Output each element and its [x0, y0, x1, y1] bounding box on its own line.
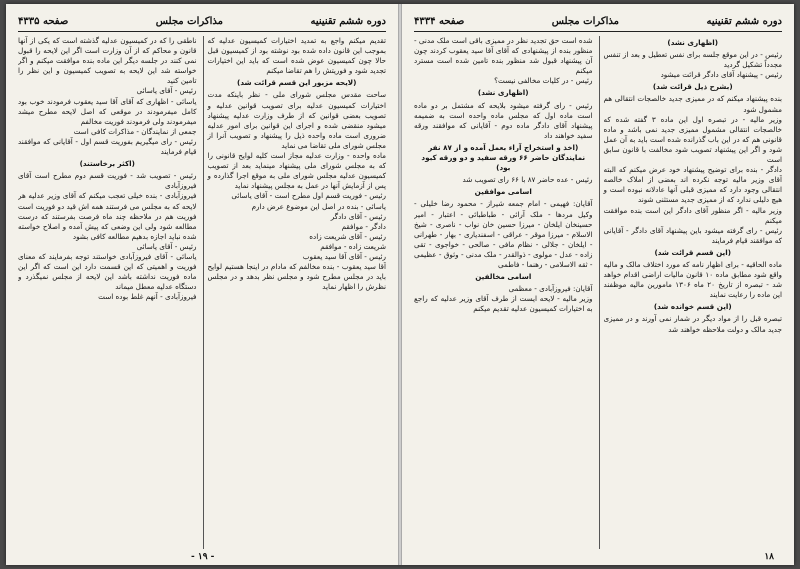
session-label: دوره ششم تقنینیه: [706, 15, 782, 27]
text-column: [18, 36, 197, 549]
centered-note: (این قسم خوانده شد): [653, 302, 732, 312]
text-column: [203, 36, 387, 549]
paragraph: رئیس - آقای شریعت زاده: [309, 231, 386, 241]
paragraph: یاسائی - بنده در اصل این موضوع عرض دارم: [251, 201, 386, 211]
paragraph: جمعی از نمایندگان - مذاکرات کافی است: [73, 126, 197, 136]
centered-note: اسامی موافقین: [474, 187, 532, 197]
paragraph: دادگر - موافقم: [341, 221, 386, 231]
centered-note: (این قسم قرائت شد): [654, 247, 732, 257]
paragraph: یاسائی - آقای فیروزآبادی خواستند توجه بفرمایند که معنای فوریت و اهمیتی که این قسمت دارد این است که اگر این ماده فوریت نداشته باشد این لایحه از مجلس نمیگذرد و دستگاه عدلیه معطل میماند: [18, 251, 197, 292]
centered-note: (اخذ و استخراج آراء بعمل آمده و از ۸۷ نفر نمایندگان حاضر ۶۶ ورقه سفید و دو ورقه کبود بود): [421, 142, 586, 173]
text-columns: [414, 36, 782, 549]
paragraph: دادگر - بنده برای توضیح پیشنهاد خود عرض میکنم که البته آقای وزیر مالیه توجه نکرده اند بعضی از املاک خالصه انتقالی وجود دارد که ممیزی قبلی آنها عادلانه نبوده است و هیچ دلیلی ندارد که از ممیزی جدید مستثنی شوند: [603, 165, 782, 205]
centered-note: (اظهاری نشد): [477, 88, 529, 98]
paragraph: آقایان: فهیمی - امام جمعه شیراز - محمود رضا خلیلی - وکیل مردها - ملک آرائی - طباطبائی - اعتبار - امیر حسینخان ایلخان - میرزا حسین خان نواب - ناصری - شیخ الاسلام - میرزا موقر - عراقی - اسفندیاری - بهار - طهرانی - ایلخان - جلالی - نظام مافی - صالحی - خواجوی - تقی زاده - عدل - مولوی - ذوالقدر - ملک مدنی - وثوق - عظیمی - ثقه الاسلامی - رهنما - فاطمی: [414, 199, 593, 269]
paragraph: وزیر مالیه - اگر منظور آقای دادگر این است بنده موافقت میکنم: [603, 205, 782, 225]
paragraph: رئیس - رای گرفته میشود بلایحه که مشتمل بر دو ماده است ماده اول که مجلس ماده واحده است به ضمیمه پیشنهاد آقای دادگر ماده دوم - آقایانی که موافقند ورقه سفید خواهند داد: [414, 100, 593, 140]
text-column: [599, 36, 783, 549]
left-page: [6, 4, 399, 565]
paragraph: آقا سید یعقوب - بنده مخالفم که مادام در اینجا هستیم لوایح باید در مجلس مطرح شود و مجلس نظر بدهد و در مجلس نظرش را اظهار نماید: [207, 262, 386, 292]
paragraph: رئیس - آقای دادگر: [330, 211, 386, 221]
header-rule: [414, 31, 782, 32]
centered-note: (اکثر برخاستند): [79, 159, 135, 169]
right-page: [402, 4, 794, 565]
paragraph: فیروزآبادی - آنهم غلط بوده است: [98, 292, 197, 302]
paragraph: یاسائی - اظهاری که آقای آقا سید یعقوب فرمودند خوب بود کامل میفرمودند در موقعی که اصل لایحه مطرح میشد میفرمودند ولی فرمودند فوریت مخالفم: [18, 96, 197, 126]
paragraph: ماده الحاقیه - برای اظهار نامه که مورد اختلاف مالک و مالیه واقع شود مطابق ماده ۱۰ قانون مالیات اراضی اقدام خواهد شد - تبصره از تاریخ ۲۰ ماه ۱۳۰۶ مامورین مالیه موظفند این ماده را رعایت نمایند: [603, 259, 782, 300]
paragraph: فیروزآبادی - بنده خیلی تعجب میکنم که آقای وزیر عدلیه هر لایحه که به مجلس می فرستند همه اش قید دو فوریت است فوریت هم در ملاحظه چند ماه فرصت بفرستند که درست مطالعه شود ولی این وضعی که پیش آمده و اصلاح خواسته شده نباید اجازه بدهیم مطالعه کافی بشود: [18, 191, 197, 241]
header-rule: [18, 31, 386, 32]
paragraph: ناطقی را که در کمیسیون عدلیه گذشته است که یکی از آنها قانون و محاکم که از آن وزارت است اگر این لایحه را قبول نمی کنند در جلسه دیگر این ماده بنده موافقت میکنم و اگر خواسته شد این لایحه به تصویب کمیسیون و این نظر را تامین کنید: [18, 36, 197, 86]
running-title: مذاکرات مجلس: [551, 15, 620, 27]
paragraph: ساحت مقدس مجلس شورای ملی - نظر باینکه مدت اختیارات کمیسیون عدلیه برای تصویب قوانین عدلیه و تصویب بعضی قوانین که از طرف وزارت عدلیه پیشنهاد میشود منقضی شده و اجرای این قوانین برای امور عدلیه ضروری است ماده واحده ذیل را پیشنهاد و تصویب آنرا از مجلس شورای ملی تقاضا می نماید: [207, 90, 386, 150]
paragraph: شریعت زاده - موافقم: [320, 241, 386, 251]
centered-note: (لایحه مزبور این قسم قرائت شد): [237, 78, 357, 88]
paragraph: آقایان: فیروزآبادی - معظمی: [508, 284, 593, 294]
paragraph: رئیس - فوریت قسم اول مطرح است - آقای یاسائی: [231, 191, 386, 201]
paragraph: ماده واحده - وزارت عدلیه مجاز است کلیه لوایح قانونی را که به مجلس شورای ملی پیشنهاد مینماید بعد از تصویب کمیسیون عدلیه مجلس شورای ملی به موقع اجرا گذارده و پس از آزمایش آنها در عمل به مجلس پیشنهاد نماید: [207, 151, 386, 191]
paragraph: رئیس - پیشنهاد آقای دادگر قرائت میشود: [660, 70, 782, 80]
centered-note: (اظهاری نشد): [667, 38, 719, 47]
page-footer-number: - ۱۹ -: [191, 552, 215, 562]
paragraph: رئیس - رای گرفته میشود باین پیشنهاد آقای دادگر - آقایانی که موافقند قیام فرمایند: [603, 225, 782, 245]
centered-note: (بشرح ذیل قرائت شد): [652, 82, 733, 92]
paragraph: رئیس - در این موقع جلسه برای نفس تعطیل و بعد از تنفس مجدداً تشکیل گردید: [603, 50, 782, 70]
paragraph: بنده پیشنهاد میکنم که در ممیزی جدید خالصجات انتقالی هم مشمول شود: [603, 94, 782, 114]
paragraph: رئیس - عده حاضر ۸۷ با ۶۶ رای تصویب شد: [462, 175, 593, 185]
paragraph: شده است حق تجدید نظر در ممیزی باقی است ملک مدنی - منظور بنده از پیشنهادی که آقای آقا سید یعقوب کردند چون آن پیشنهاد قبول شد منظور بنده تامین شده است مسترد میکنم: [414, 36, 593, 76]
session-label: دوره ششم تقنینیه: [310, 15, 386, 27]
paragraph: وزیر مالیه - لایحه ایست از طرف آقای وزیر عدلیه که راجع به اختیارات کمیسیون عدلیه تقدیم میکنم: [414, 294, 593, 314]
text-columns: [18, 36, 386, 549]
paragraph: رئیس - آقای یاسائی: [136, 241, 197, 251]
paragraph: تبصره قبل را از مواد دیگر در شمار نمی آورند و در ممیزی جدید مالک و دولت ملاحظه خواهند شد: [603, 314, 782, 334]
page-number-label: صفحه ۴۳۳۴: [414, 15, 465, 27]
paragraph: رئیس - رای میگیریم بفوریت قسم اول - آقایانی که موافقند قیام فرمایند: [18, 136, 197, 157]
book-spread: [6, 4, 794, 565]
page-header: [18, 12, 386, 30]
paragraph: رئیس - تصویب شد - فوریت قسم دوم مطرح است آقای فیروزآبادی: [18, 171, 197, 191]
paragraph: وزیر مالیه - در تبصره اول این ماده ۳ گفته شده که خالصجات انتقالی مشمول ممیزی جدید نمی باشد و ماده قانونی هم که در این باب گذرانده شده است باید به آن عمل شود و اگر این پیشنهاد تصویب شود مخالفت با قانون سابق است: [603, 114, 782, 165]
running-title: مذاکرات مجلس: [155, 15, 224, 27]
centered-note: اسامی مخالفین: [475, 272, 532, 282]
page-header: [414, 12, 782, 30]
page-footer-number: ۱۸: [764, 552, 774, 562]
text-column: [414, 36, 593, 549]
paragraph: رئیس - در کلیات مخالفی نیست؟: [494, 76, 593, 86]
paragraph: رئیس - آقای آقا سید یعقوب: [302, 251, 386, 261]
paragraph: رئیس - آقای یاسائی: [136, 86, 197, 96]
page-number-label: صفحه ۴۳۳۵: [18, 15, 69, 27]
paragraph: تقدیم میکنم واجع به تمدید اختیارات کمیسیون عدلیه که بموجب این قانون داده شده بود نوشته بود از کمیسیون قبل حالا چون کمیسیون عوض شده است که باید این اختیارات تجدید شود و فوریتش را هم تقاضا میکنم: [207, 36, 386, 76]
